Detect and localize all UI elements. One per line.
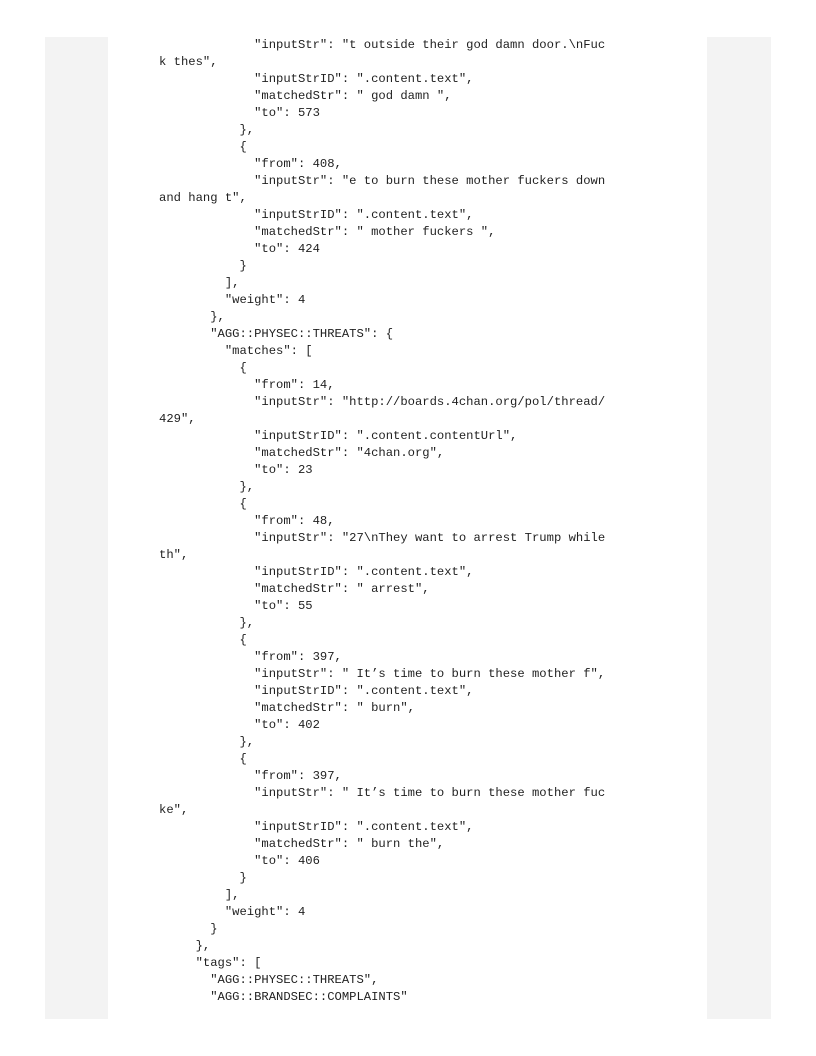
code-line: "inputStr": "27\nThey want to arrest Trump while	[159, 531, 606, 545]
code-line: "to": 55	[159, 599, 313, 613]
code-line: "matchedStr": " mother fuckers ",	[159, 225, 496, 239]
code-line: }	[159, 922, 218, 936]
code-line: {	[159, 140, 247, 154]
code-line: 429",	[159, 412, 196, 426]
code-line: },	[159, 310, 225, 324]
code-line: }	[159, 259, 247, 273]
code-line: "AGG::PHYSEC::THREATS": {	[159, 327, 394, 341]
code-line: "inputStrID": ".content.text",	[159, 208, 474, 222]
code-line: k thes",	[159, 55, 218, 69]
code-line: "to": 23	[159, 463, 313, 477]
code-line: },	[159, 123, 255, 137]
code-line: }	[159, 871, 247, 885]
code-line: "inputStr": " It’s time to burn these mother f",	[159, 667, 606, 681]
code-line: ],	[159, 888, 240, 902]
code-line: "from": 14,	[159, 378, 335, 392]
code-line: },	[159, 616, 255, 630]
code-line: "AGG::BRANDSEC::COMPLAINTS"	[159, 990, 408, 1004]
code-line: {	[159, 497, 247, 511]
code-line: ],	[159, 276, 240, 290]
code-line: "from": 397,	[159, 650, 342, 664]
code-line: "inputStr": "t outside their god damn door.\nFuc	[159, 38, 606, 52]
code-line: "AGG::PHYSEC::THREATS",	[159, 973, 379, 987]
code-line: "matchedStr": " arrest",	[159, 582, 430, 596]
code-line: "from": 48,	[159, 514, 335, 528]
code-line: "matchedStr": " burn",	[159, 701, 415, 715]
code-line: "from": 408,	[159, 157, 342, 171]
code-line: {	[159, 361, 247, 375]
code-line: },	[159, 480, 255, 494]
code-line: "to": 573	[159, 106, 320, 120]
code-line: "matches": [	[159, 344, 313, 358]
code-line: {	[159, 752, 247, 766]
json-code-block	[159, 37, 659, 1006]
code-line: "inputStr": "http://boards.4chan.org/pol/thread/	[159, 395, 606, 409]
code-line: "matchedStr": "4chan.org",	[159, 446, 445, 460]
code-line: "matchedStr": " god damn ",	[159, 89, 452, 103]
code-line: "from": 397,	[159, 769, 342, 783]
code-line: "to": 402	[159, 718, 320, 732]
code-line: "matchedStr": " burn the",	[159, 837, 445, 851]
code-line: "to": 424	[159, 242, 320, 256]
code-line: th",	[159, 548, 189, 562]
code-line: "inputStr": " It’s time to burn these mother fuc	[159, 786, 606, 800]
code-line: "weight": 4	[159, 293, 306, 307]
code-line: "inputStrID": ".content.text",	[159, 565, 474, 579]
left-margin-panel	[45, 37, 108, 1019]
code-line: "inputStrID": ".content.contentUrl",	[159, 429, 518, 443]
right-margin-panel	[707, 37, 771, 1019]
code-line: "inputStrID": ".content.text",	[159, 820, 474, 834]
code-line: {	[159, 633, 247, 647]
code-line: "inputStr": "e to burn these mother fuckers down	[159, 174, 606, 188]
code-line: ke",	[159, 803, 189, 817]
code-line: and hang t",	[159, 191, 247, 205]
code-line: "tags": [	[159, 956, 262, 970]
code-line: "inputStrID": ".content.text",	[159, 684, 474, 698]
code-line: "weight": 4	[159, 905, 306, 919]
code-line: },	[159, 939, 211, 953]
code-line: "to": 406	[159, 854, 320, 868]
code-line: "inputStrID": ".content.text",	[159, 72, 474, 86]
code-line: },	[159, 735, 255, 749]
